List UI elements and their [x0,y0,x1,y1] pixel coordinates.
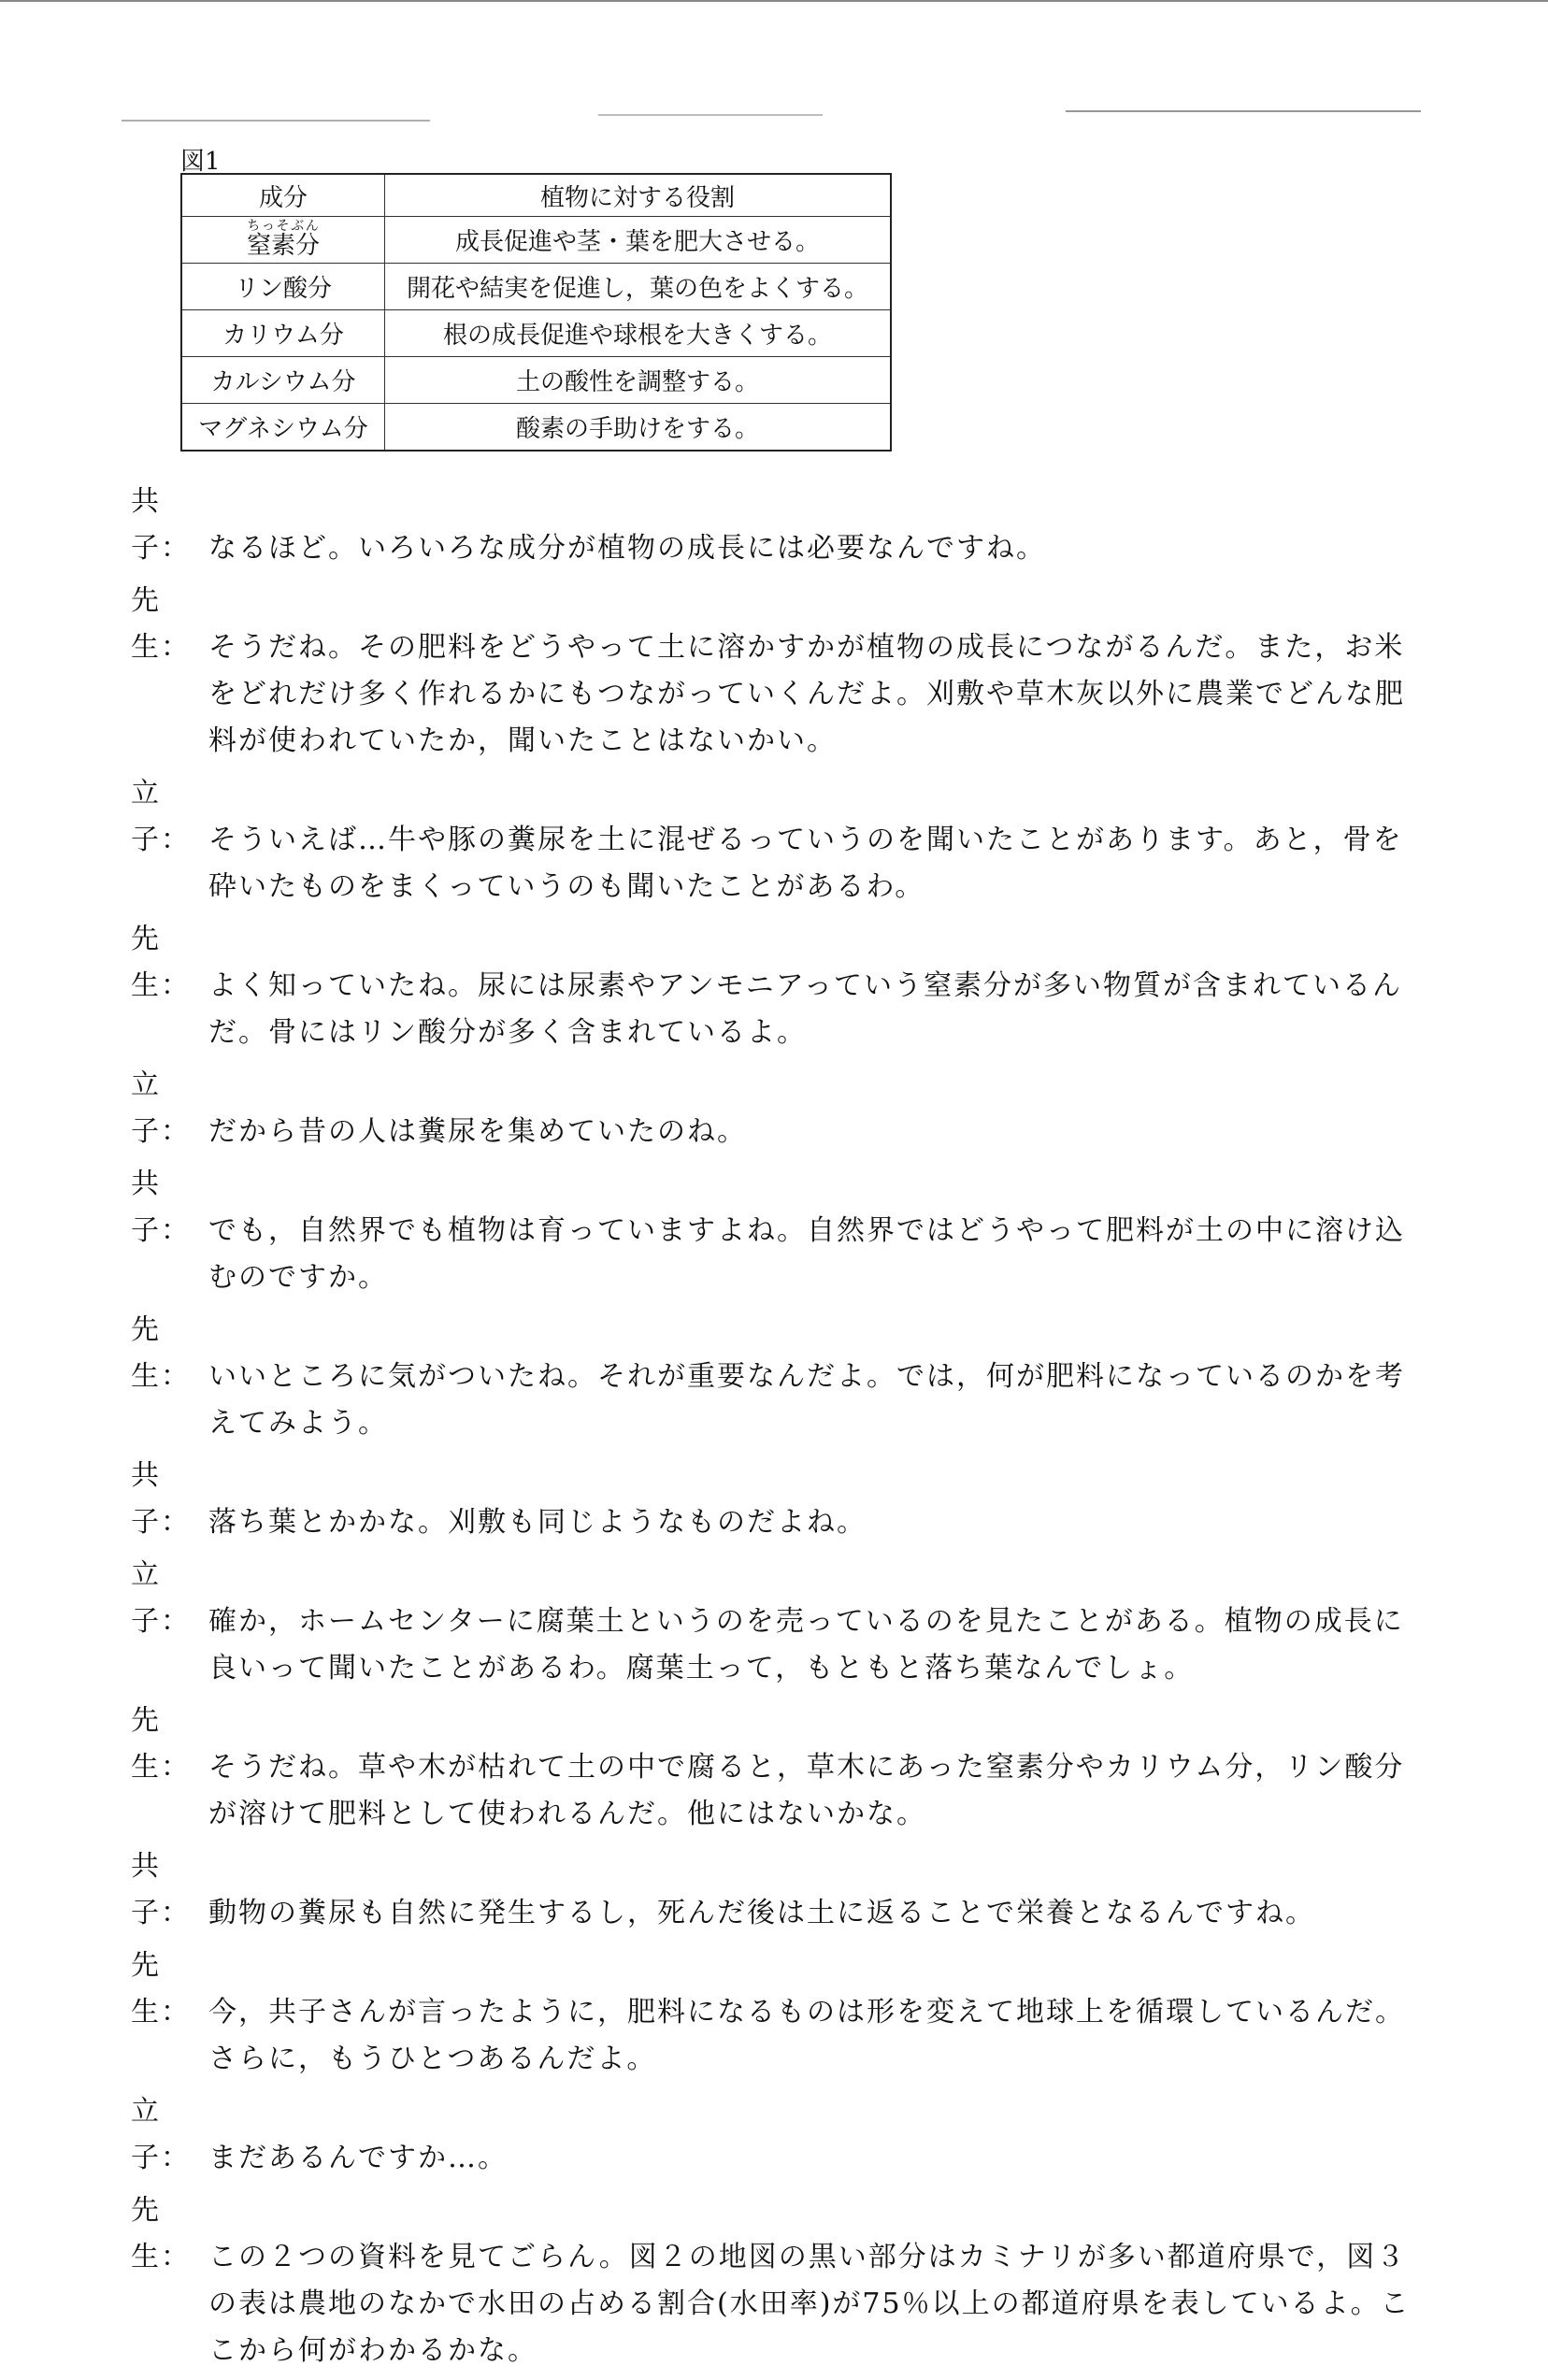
dialogue-line [131,2088,1430,2182]
utterance: 今，共子さんが言ったように，肥料になるものは形を変えて地球上を循環しているんだ。さらに，もうひとつあるんだよ。 [208,1996,1405,2075]
speaker: 立子： [131,1558,191,1638]
utterance: そうだね。草や木が枯れて土の中で腐ると，草木にあった窒素分やカリウム分，リン酸分が溶けて肥料として使われるんだ。他にはないかな。 [208,1751,1405,1830]
utterance: 動物の糞尿も自然に発生するし，死んだ後は土に返ることで栄養となるんですね。 [208,1897,1315,1929]
utterance: だから昔の人は糞尿を集めていたのね。 [208,1115,747,1148]
utterance: この２つの資料を見てごらん。図２の地図の黒い部分はカミナリが多い都道府県で，図３の表は農地のなかで水田の占める割合(水田率)が75％以上の都道府県を表しているよ。ここから何がわかるかな。 [208,2241,1411,2367]
utterance: 落ち葉とかかな。刈敷も同じようなものだよね。 [208,1506,867,1539]
dialogue-line [131,1552,1430,1692]
header-rule-middle [598,114,823,116]
header-role: 植物に対する役割 [385,174,892,217]
table-row [181,310,891,357]
component-cell: リン酸分 [181,264,385,310]
speaker: 立子： [131,2095,191,2174]
role-cell: 成長促進や茎・葉を肥大させる。 [385,217,892,264]
speaker: 共子： [131,1850,191,1929]
speaker: 先生： [131,1313,191,1393]
role-cell: 開花や結実を促進し，葉の色をよくする。 [385,264,892,310]
utterance: いいところに気がついたね。それが重要なんだよ。では，何が肥料になっているのかを考えてみよう。 [208,1360,1405,1440]
speaker: 共子： [131,485,191,565]
component-cell: マグネシウム分 [181,404,385,452]
speaker: 先生： [131,2194,191,2273]
dialogue-line [131,1062,1430,1155]
speaker: 先生： [131,1949,191,2029]
scan-top-edge [0,0,1548,2]
speaker: 先生： [131,1704,191,1784]
dialogue-line [131,1943,1430,2083]
table-row [181,404,891,452]
speaker: 先生： [131,923,191,1002]
role-cell: 根の成長促進や球根を大きくする。 [385,310,892,357]
dialogue-line [131,1453,1430,1546]
header-component: 成分 [181,174,385,217]
utterance: そうだね。その肥料をどうやって土に溶かすかが植物の成長につながるんだ。また，お米をどれだけ多く作れるかにもつながっていくんだよ。刈敷や草木灰以外に農業でどんな肥料が使われていたか，聞いたことはないかい。 [208,631,1405,757]
utterance: でも，自然界でも植物は育っていますよね。自然界ではどうやって肥料が土の中に溶け込むのですか。 [208,1214,1405,1294]
header-rule-right [1066,110,1421,112]
speaker: 立子： [131,1068,191,1148]
nutrient-table [180,173,892,452]
dialogue-line [131,1161,1430,1301]
speaker: 立子： [131,777,191,856]
utterance: なるほど。いろいろな成分が植物の成長には必要なんですね。 [208,532,1046,565]
dialogue-line [131,1307,1430,1447]
dialogue-line [131,578,1430,765]
dialogue-line [131,2187,1430,2374]
utterance: まだあるんですか…。 [208,2142,508,2174]
table-header-row [181,174,891,217]
table-row [181,217,891,264]
dialogue-line [131,1843,1430,1937]
dialogue-line [131,1698,1430,1838]
header-rule-left [122,120,430,122]
component-cell [181,217,385,264]
dialogue-line [131,916,1430,1056]
speaker: 先生： [131,584,191,664]
component-text: 窒素分 [246,232,320,260]
dialogue-line [131,479,1430,572]
table-row [181,357,891,404]
component-cell: カリウム分 [181,310,385,357]
role-cell: 土の酸性を調整する。 [385,357,892,404]
speaker: 共子： [131,1168,191,1247]
dialogue-line [131,770,1430,910]
speaker: 共子： [131,1459,191,1539]
component-reading: ちっそぶん [246,219,320,234]
utterance: そういえば…牛や豚の糞尿を土に混ぜるっていうのを聞いたことがあります。あと，骨を砕いたものをまくっていうのも聞いたことがあるわ。 [208,824,1403,903]
component-cell: カルシウム分 [181,357,385,404]
utterance: よく知っていたね。尿には尿素やアンモニアっていう窒素分が多い物質が含まれているんだ。骨にはリン酸分が多く含まれているよ。 [208,969,1402,1049]
dialogue [131,479,1430,2380]
figure-label: 図1 [180,148,221,176]
component-ruby [246,219,320,260]
role-cell: 酸素の手助けをする。 [385,404,892,452]
table-row [181,264,891,310]
utterance: 確か，ホームセンターに腐葉土というのを売っているのを見たことがある。植物の成長に良いって聞いたことがあるわ。腐葉土って，もともと落ち葉なんでしょ。 [208,1605,1404,1685]
